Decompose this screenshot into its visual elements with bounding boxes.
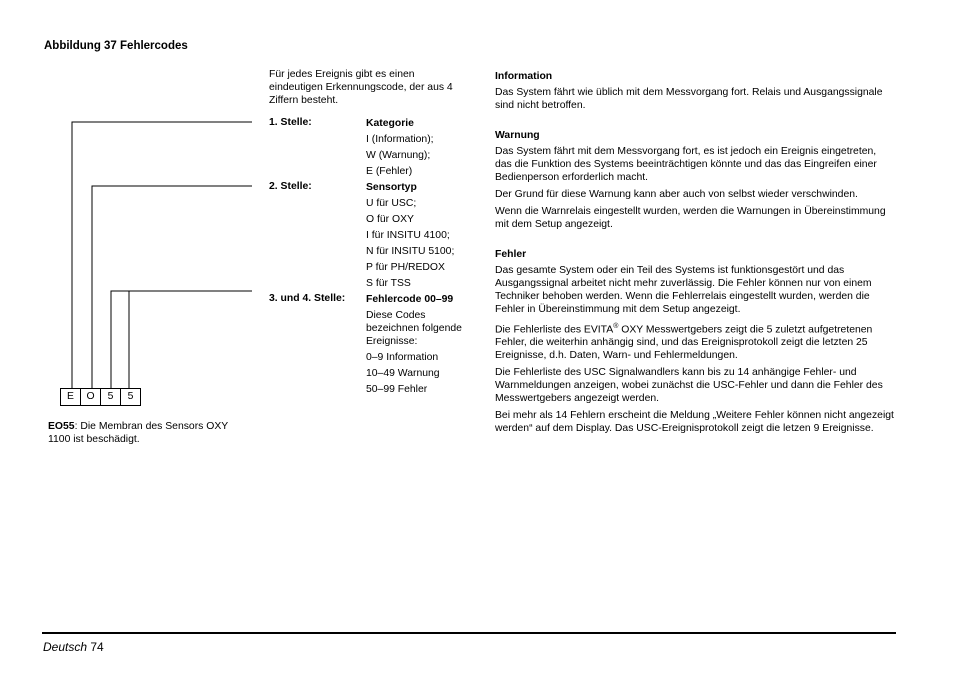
footer-language: Deutsch	[43, 640, 88, 654]
position-3-item: 0–9 Information	[366, 352, 439, 363]
position-2-heading: Sensortyp	[366, 182, 417, 193]
position-3-label: 3. und 4. Stelle:	[269, 293, 346, 304]
paragraph: Der Grund für diese Warnung kann aber auch von selbst wieder verschwinden.	[495, 189, 858, 200]
position-1-heading: Kategorie	[366, 118, 414, 129]
section-heading-warnung: Warnung	[495, 130, 540, 141]
paragraph: Das System fährt mit dem Messvorgang fort, es ist jedoch ein Ereignis eingetreten, das die Funktion des Systems beeinträchtigen könnte und das das Eingreifen einer Bedienperson erforderlich macht.	[495, 146, 877, 183]
position-2-label: 2. Stelle:	[269, 181, 312, 192]
position-2-item: U für USC;	[366, 198, 417, 209]
intro-text: Für jedes Ereignis gibt es einen eindeutigen Erkennungscode, der aus 4 Ziffern besteht.	[269, 69, 453, 106]
position-1-item: I (Information);	[366, 134, 434, 145]
error-types-description	[495, 71, 895, 439]
page-number: 74	[90, 640, 104, 654]
paragraph: Bei mehr als 14 Fehlern erscheint die Meldung „Weitere Fehler können nicht angezeigt werden“ auf dem Display. Das USC-Ereignisprotokoll zeigt die letzen 9 Ereignisse.	[495, 410, 894, 435]
section-heading-information: Information	[495, 71, 553, 82]
code-char: E	[61, 389, 81, 405]
code-char: 5	[127, 391, 134, 402]
position-3-item: 50–99 Fehler	[366, 384, 428, 395]
position-2-item: I für INSITU 4100;	[366, 230, 450, 241]
page-footer	[43, 640, 104, 654]
position-2-item: O für OXY	[366, 214, 414, 225]
position-1-item: E (Fehler)	[366, 166, 413, 177]
position-3-item: 10–49 Warnung	[366, 368, 440, 379]
caption-text: : Die Membran des Sensors OXY 1100 ist beschädigt.	[48, 421, 229, 445]
connector-position-3	[111, 291, 252, 389]
position-2-item: P für PH/REDOX	[366, 262, 445, 273]
position-1-label: 1. Stelle:	[269, 117, 312, 128]
position-1-item: W (Warnung);	[366, 150, 431, 161]
figure-title: Abbildung 37 Fehlercodes	[44, 40, 188, 52]
paragraph: Das gesamte System oder ein Teil des Systems ist funktionsgestört und das Ausgangssignal arbeitet nicht mehr zuverlässig. Die Fehler können nur von einem Techniker behoben werden. Wenn die Fehlerrelais eingestellt wurden, werden die Fehler in Übereinstimmung mit dem Setup angezeigt.	[495, 265, 872, 315]
paragraph: Die Fehlerliste des USC Signalwandlers kann bis zu 14 anhängige Fehler- und Warnmeldungen anzeigen, wobei zunächst die USC-Fehler und dann die Fehler des Messwertgebers angezeigt werden.	[495, 367, 883, 405]
position-2-item: S für TSS	[366, 278, 411, 289]
section-heading-fehler: Fehler	[495, 249, 527, 260]
code-char: O	[81, 389, 101, 405]
figure-caption	[48, 420, 238, 446]
position-3-heading: Fehlercode 00–99	[366, 294, 454, 305]
paragraph: Wenn die Warnrelais eingestellt wurden, werden die Warnungen in Übereinstimmung mit dem Setup angezeigt.	[495, 206, 886, 230]
paragraph: Das System fährt wie üblich mit dem Messvorgang fort. Relais und Ausgangssignale sind nicht betroffen.	[495, 87, 883, 111]
error-code-example	[60, 388, 141, 406]
connector-position-1	[72, 122, 252, 389]
footer-rule	[42, 632, 896, 634]
paragraph: Die Fehlerliste des EVITA® OXY Messwertgebers zeigt die 5 zuletzt aufgetretenen Fehler, die weiterhin anhängig sind, und das Ereignisprotokoll zeigt die letzten 25 Ereignisse, d.h. Daten, Warn- und Fehlermeldungen.	[495, 323, 873, 362]
caption-code: EO55	[48, 421, 75, 432]
code-char: 5	[101, 389, 121, 405]
position-2-item: N für INSITU 5100;	[366, 246, 455, 257]
connector-position-2	[92, 186, 252, 389]
position-3-item: Diese Codes bezeichnen folgende Ereignisse:	[366, 310, 462, 347]
